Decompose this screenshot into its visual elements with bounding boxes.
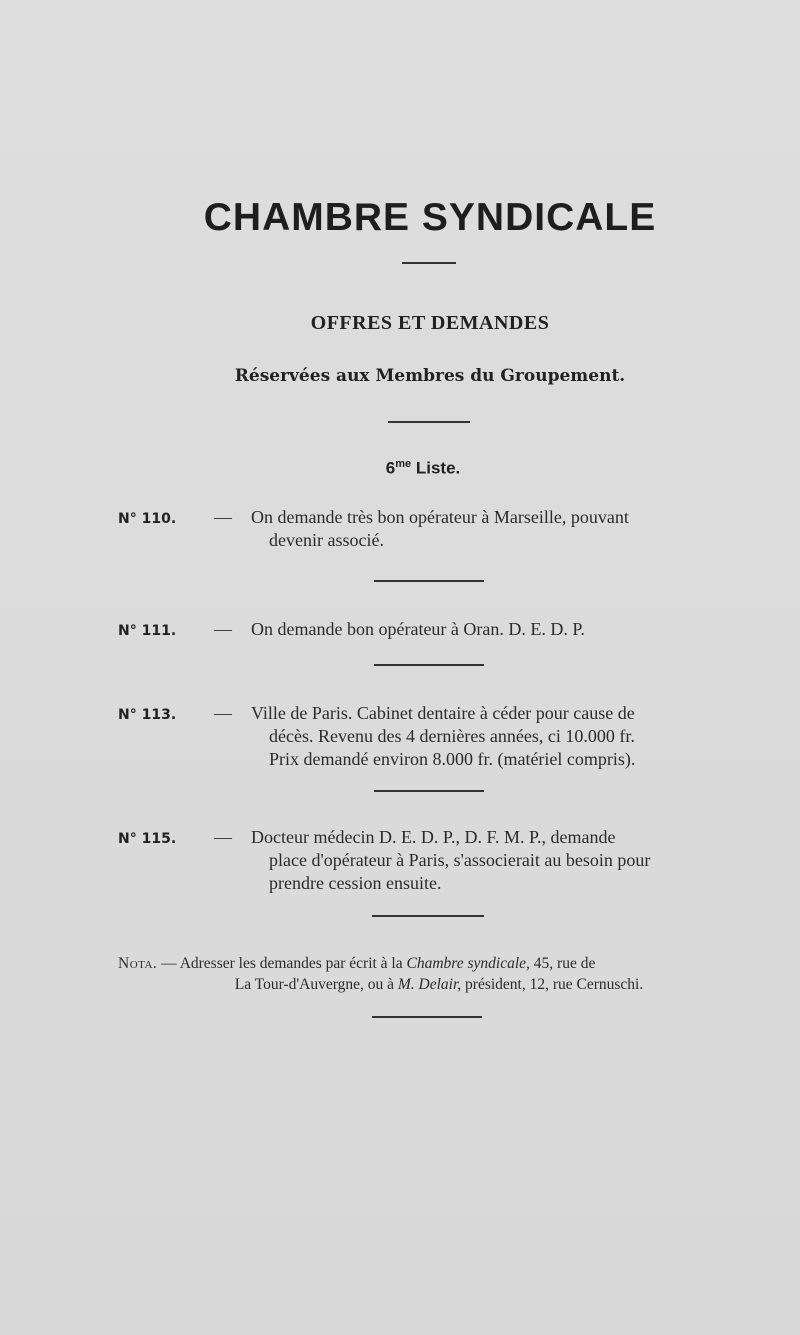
nota-line-2 [118, 974, 740, 995]
entry-line: On demande bon opérateur à Oran. D. E. D. P. [251, 619, 585, 639]
entry-rule [374, 580, 484, 582]
nota-line-1 [118, 953, 740, 974]
nota-italic: Chambre syndicale, [406, 955, 530, 972]
entry-rule [374, 664, 484, 666]
nota-text: — Adresser les demandes par écrit à la [157, 955, 407, 972]
entry-line: On demande très bon opérateur à Marseille, pouvant [251, 507, 629, 527]
nota-paragraph [118, 953, 740, 995]
nota-text: président, 12, rue Cernuschi. [461, 976, 644, 993]
entry-line: décès. Revenu des 4 dernières années, ci 10.000 fr. [269, 726, 635, 746]
reserved-rule [388, 421, 470, 423]
reserved-note: Réservées aux Membres du Groupement. [234, 366, 626, 386]
liste-ordinal: me [395, 458, 412, 470]
liste-heading [0, 458, 800, 479]
entry-dash: — [214, 619, 232, 639]
entry-line: prendre cession ensuite. [269, 873, 442, 893]
entry-text [251, 618, 741, 641]
closing-rule [372, 1016, 482, 1018]
entry-number: N° 110. [118, 511, 177, 527]
entry-rule [372, 915, 484, 917]
entry-dash: — [214, 827, 232, 847]
entry-line: Ville de Paris. Cabinet dentaire à céder pour cause de [251, 703, 635, 723]
entry-line: Docteur médecin D. E. D. P., D. F. M. P., demande [251, 827, 616, 847]
entry-number: N° 111. [118, 623, 177, 639]
entry-number: N° 115. [118, 831, 177, 847]
entry-text [251, 506, 741, 552]
nota-label: Nota. [118, 955, 158, 972]
page-title: CHAMBRE SYNDICALE [203, 196, 657, 239]
liste-word: Liste. [415, 458, 461, 478]
entry-number: N° 113. [118, 707, 177, 723]
entry-dash: — [214, 507, 232, 527]
entry-line: place d'opérateur à Paris, s'associerait au besoin pour [269, 850, 651, 870]
entry-line: devenir associé. [269, 530, 384, 550]
entry-dash: — [214, 703, 232, 723]
entry-text [251, 826, 741, 895]
nota-text: 45, rue de [529, 955, 596, 972]
entry-text [251, 702, 741, 771]
nota-italic: M. Delair, [397, 976, 462, 993]
entry-rule [374, 790, 484, 792]
nota-text: La Tour-d'Auvergne, ou à [234, 976, 398, 993]
liste-number: 6 [385, 458, 396, 478]
title-rule [402, 262, 456, 264]
entry-line: Prix demandé environ 8.000 fr. (matériel compris). [269, 749, 636, 769]
section-subtitle: OFFRES ET DEMANDES [310, 312, 550, 334]
